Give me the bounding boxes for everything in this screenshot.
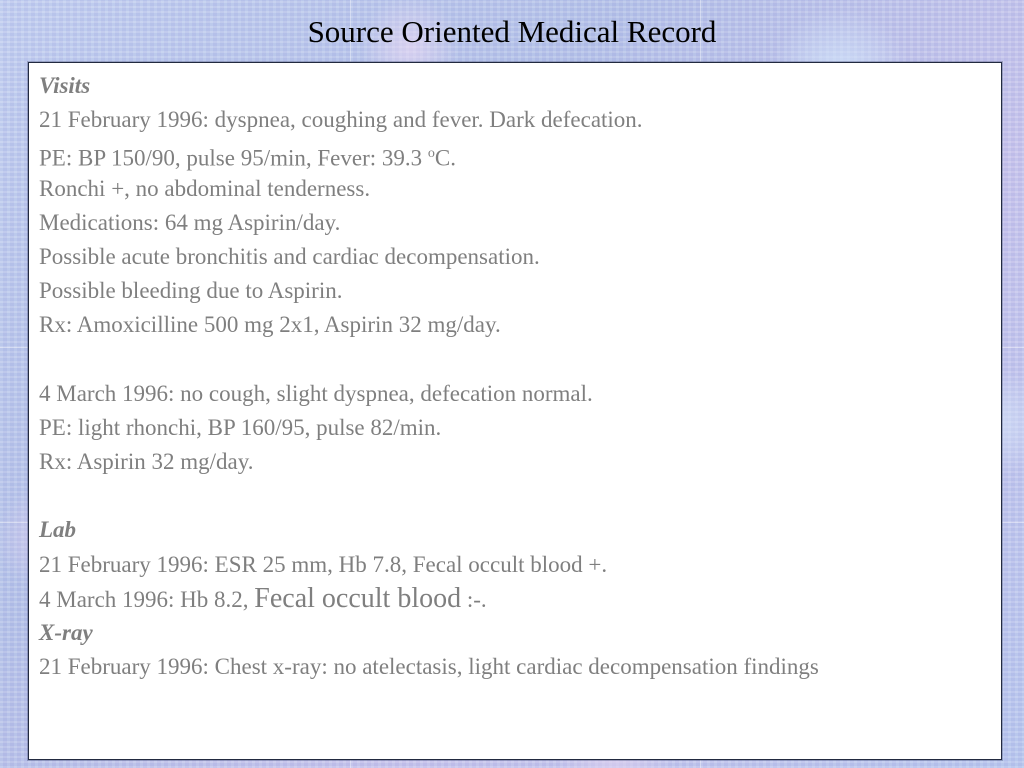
record-content-box [28, 62, 1002, 760]
spacer [39, 479, 991, 513]
visit2-line-pe: PE: light rhonchi, BP 160/95, pulse 82/min. [39, 414, 442, 440]
lab-line-feb: 21 February 1996: ESR 25 mm, Hb 7.8, Fecal occult blood +. [39, 551, 608, 577]
slide-title: Source Oriented Medical Record [307, 14, 717, 49]
spacer [39, 343, 991, 377]
lab-heading: Lab [39, 517, 77, 543]
xray-heading: X-ray [39, 620, 93, 645]
xray-line-feb: 21 February 1996: Chest x-ray: no atelectasis, light cardiac decompensation findings [39, 654, 819, 680]
pe-text: PE: BP 150/90, pulse 95/min, Fever: 39.3 [39, 146, 428, 172]
lab-line-march [39, 582, 991, 616]
visit1-line-pe [39, 137, 991, 171]
degree-superscript: o [427, 146, 435, 162]
visit1-line-ronchi: Ronchi +, no abdominal tenderness. [39, 175, 371, 201]
lab-march-prefix: 4 March 1996: Hb 8.2, [39, 586, 255, 612]
visit1-line-diagnosis: Possible acute bronchitis and cardiac decompensation. [39, 243, 540, 269]
visit1-line-rx: Rx: Amoxicilline 500 mg 2x1, Aspirin 32 mg/day. [39, 312, 501, 338]
visit2-line-rx: Rx: Aspirin 32 mg/day. [39, 449, 254, 475]
visit1-line-bleeding: Possible bleeding due to Aspirin. [39, 278, 343, 304]
visit1-line-date: 21 February 1996: dyspnea, coughing and fever. Dark defecation. [39, 107, 643, 133]
visit1-line-medications: Medications: 64 mg Aspirin/day. [39, 209, 341, 235]
pe-unit: C. [434, 146, 456, 172]
visit2-line-date: 4 March 1996: no cough, slight dyspnea, defecation normal. [39, 380, 593, 406]
lab-march-suffix: :-. [461, 586, 487, 612]
visits-heading: Visits [39, 73, 91, 98]
lab-march-emphasis: Fecal occult blood [254, 582, 462, 614]
